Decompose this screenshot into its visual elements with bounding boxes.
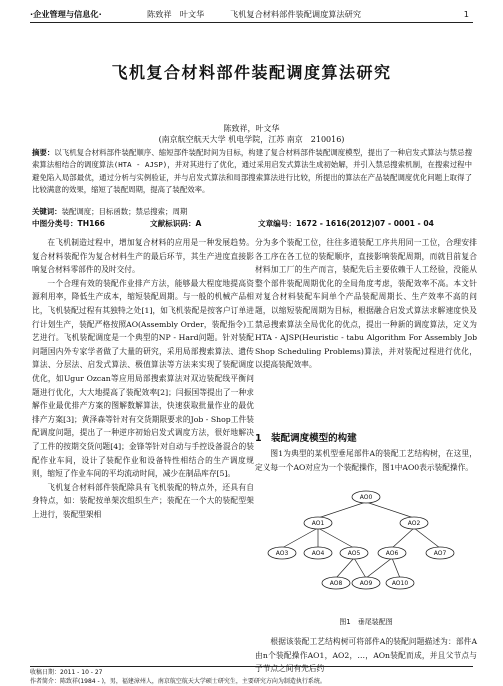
keywords-text: 装配调度；目标函数；禁忌搜索；周期 bbox=[61, 207, 188, 216]
node-label: AO2 bbox=[407, 520, 421, 527]
page-number: 1 bbox=[463, 9, 469, 19]
journal-section: ·企业管理与信息化· bbox=[30, 9, 102, 19]
node-label: AO7 bbox=[433, 550, 447, 557]
node-label: AO8 bbox=[329, 580, 343, 587]
left-column bbox=[32, 236, 254, 521]
section-heading: 1 装配调度模型的构建 bbox=[255, 433, 357, 444]
abstract bbox=[32, 147, 472, 197]
figure-caption: 图1 垂尾装配图 bbox=[339, 618, 393, 626]
author-bio: 作者简介：陈致祥(1984 - )，男，福建漳州人，南京航空航天大学硕士研究生，主要研究方向为制造执行系统。 bbox=[30, 677, 326, 685]
affiliation: (南京航空航天大学 机电学院，江苏 南京 210016) bbox=[158, 135, 345, 144]
node-label: AO4 bbox=[311, 550, 325, 557]
assembly-tree-diagram bbox=[262, 490, 470, 608]
node-label: AO10 bbox=[391, 580, 409, 587]
abstract-label: 摘要： bbox=[32, 148, 55, 157]
article-number: 文章编号：1672 - 1616(2012)07 - 0001 - 04 bbox=[258, 219, 434, 228]
clc-number: 中图分类号：TH166 bbox=[32, 219, 105, 228]
abstract-text: 以飞机复合材料部件装配顺序、缩短部件装配时间为目标，构建了复合材料部件装配调度模型，提出了一种启发式算法与禁忌搜索算法相结合的调度算法(HTA - AJSP)，并对其进行了优化，通过采用启发式算法生成初始解，并引入禁忌搜索机制，在搜索过程中避免陷入局部最优，通过分析与实例验证，并与启发式算法和局部搜索算法进行比较，所提出的算法在产品装配调度优化问题上取得了比较满意的效果，缩短了装配周期，提高了装配效率。 bbox=[32, 148, 472, 195]
running-header bbox=[30, 6, 473, 23]
paragraph: 图1为典型的某机型垂尾部件A的装配工艺结构树，在这里，定义每一个AO对应为一个装配操作，图1中AO0表示装配操作。 bbox=[255, 449, 477, 472]
keywords bbox=[32, 206, 472, 217]
paper-title: 飞机复合材料部件装配调度算法研究 bbox=[111, 63, 392, 82]
node-label: AO0 bbox=[359, 494, 373, 501]
header-authors: 陈致祥 叶文华 bbox=[147, 9, 205, 19]
keywords-label: 关键词： bbox=[32, 207, 62, 216]
assembly-tree-figure bbox=[262, 490, 470, 608]
node-label: AO9 bbox=[359, 580, 373, 587]
document-code: 文献标识码：A bbox=[150, 219, 202, 228]
node-label: AO1 bbox=[311, 520, 325, 527]
paragraph: 飞机复合材料部件装配除具有飞机装配的特点外，还具有自身特点，如：装配按单架次组织生产；装配在一个大的装配型架上进行，装配型架相 bbox=[32, 482, 254, 519]
received-date: 收稿日期：2011 - 10 - 27 bbox=[30, 669, 103, 676]
node-label: AO5 bbox=[347, 550, 361, 557]
paper-authors: 陈致祥，叶文华 bbox=[223, 124, 280, 133]
header-title: 飞机复合材料部件装配调度算法研究 bbox=[230, 9, 362, 19]
paragraph: 根据该装配工艺结构树可将部件A的装配问题描述为：部件A由n个装配操作AO1，AO2，…，AOn装配而成，并且父节点与子节点之间有先后约 bbox=[255, 637, 477, 674]
footnote bbox=[30, 666, 473, 686]
paragraph: 在飞机制造过程中，增加复合材料的应用是一种发展趋势。复合材料装配作为复合材料生产的最后环节，其生产进度直接影响复合材料零部件的及时交付。 bbox=[32, 238, 254, 275]
right-column-mid bbox=[255, 447, 477, 474]
paragraph: 一个合理有效的装配作业排产方法，能够最大程度地提高资源利用率，降低生产成本，缩短装配周期。与一般的机械产品相比，飞机装配过程有其独特之处[1]，如飞机装配是按客户订单进行计划生产，装配严格按照AO(Assembly Order，装配指令)工艺进行。飞机装配调度是一个典型的NP - Hard问题。针对装配问题国内外专家学者做了大量的研究，采用局部搜索算法、遗传算法、分层法、启发式算法、极值算法等方法来实现了装配调度优化，如Ugur Ozcan等应用局部搜索算法对双边装配线平衡问题进行优化，大大地提高了装配效率[2]；闫振国等提出了一种求解作业最优排产方案的图解数解算法，快速获取批量作业的最优排产方案[3]；黄泽森等针对有交货期限要求的Job - Shop工件装配调度问题，提出了一种逆序初始启发式调度方法，很好地解决了工件的按期交货问题[4]；金锋等针对自动与手控设备混合的装配作业车间，设计了装配作业和设备特性相结合的生产调度规则，缩短了作业车间的平均流动时间，减少在制品库存[5]。 bbox=[32, 278, 254, 479]
right-column-top bbox=[255, 236, 477, 372]
node-label: AO6 bbox=[385, 550, 399, 557]
paragraph: 分为多个装配工位，往往多道装配工序共用同一工位，合理安排各工序在各工位的装配顺序，直接影响装配周期，而就目前复合材料加工厂的生产而言，装配先后主要依赖于人工经验，没能从整个部件装配周期优化的全局角度考虑，装配效率不高。本文针对复合材料装配车间单个产品装配周期长、生产效率不高的问题，以缩短装配周期为目标，根据融合启发式算法求解速度快及禁忌搜索算法全局优化的优点，提出一种新的调度算法，定义为HTA - AJSP(Heuristic - tabu Algorithm For Assembly Job Shop Scheduling Problems)算法，并对装配过程进行优化，以提高装配效率。 bbox=[255, 238, 477, 370]
node-label: AO3 bbox=[275, 550, 289, 557]
